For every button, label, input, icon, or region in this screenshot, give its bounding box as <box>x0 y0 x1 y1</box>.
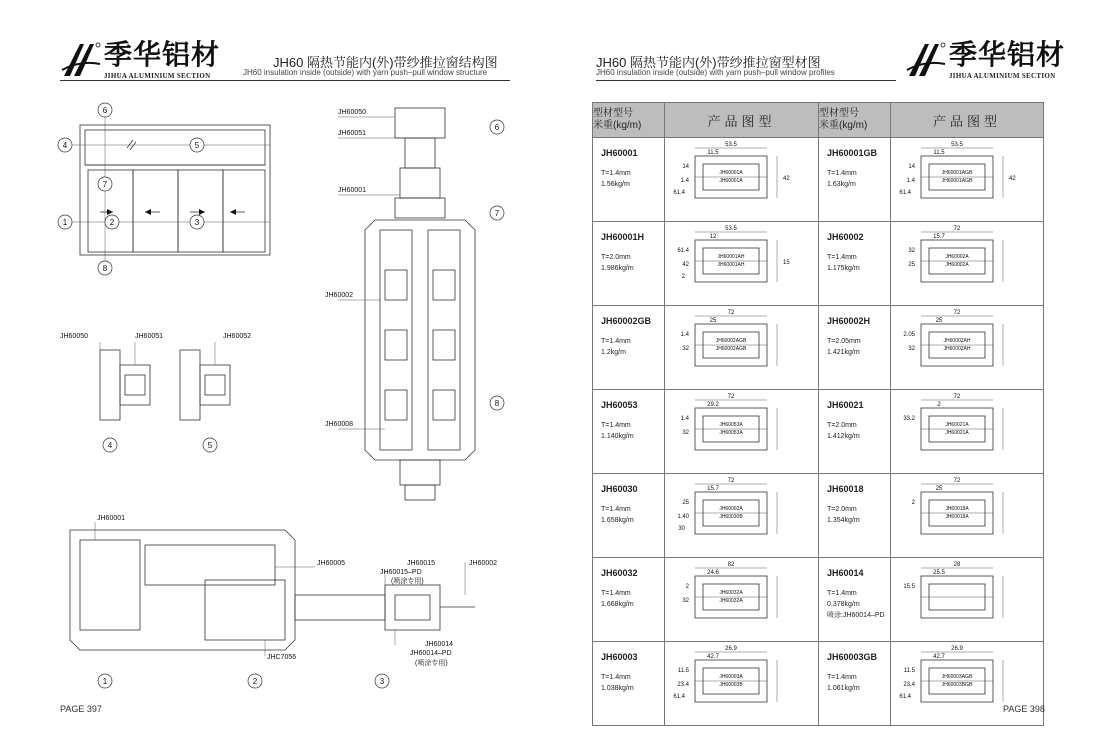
profile-info-cell <box>593 306 665 390</box>
profile-part-label: JH60030B <box>719 514 743 520</box>
profile-part-label: JH60053A <box>719 430 743 436</box>
profile-code: JH60014 <box>827 568 864 578</box>
profile-drawing <box>891 306 1043 384</box>
profile-dimension: 32 <box>682 430 689 436</box>
profile-dimension: 1.4 <box>680 416 689 422</box>
profile-dimension: 15.5 <box>903 584 915 590</box>
profile-code: JH60030 <box>601 484 638 494</box>
profile-drawing-cell <box>665 306 819 390</box>
profile-spec: T=1.4mm <box>601 338 631 345</box>
profile-spec: T=1.4mm <box>601 170 631 177</box>
profile-dimension: 72 <box>727 394 735 400</box>
msec-marker-5: 5 <box>207 441 213 450</box>
profile-drawing-cell <box>891 474 1044 558</box>
hsec-label-jh60015: JH60015 <box>407 560 436 567</box>
profile-dimension: 72 <box>727 478 735 484</box>
profile-spec: 1.175kg/m <box>827 265 860 272</box>
profile-code: JH60003 <box>601 652 638 662</box>
elev-marker-1: 1 <box>62 218 68 227</box>
profile-code: JH60001GB <box>827 148 878 158</box>
profile-dimension: 29.2 <box>707 402 719 408</box>
profile-dimension: 72 <box>953 478 961 484</box>
profile-dimension: 25 <box>682 500 689 506</box>
profile-part-label: JH60018A <box>945 506 969 512</box>
profile-dimension: 14 <box>682 164 689 170</box>
brand-subtitle: JIHUA ALUMINIUM SECTION <box>949 72 1056 80</box>
profile-dimension: 15 <box>783 260 790 266</box>
profile-code: JH60032 <box>601 568 638 578</box>
profile-info-cell <box>819 642 891 726</box>
hsec-label-jh60001: JH60001 <box>97 515 126 522</box>
brand-mark-icon <box>905 40 947 80</box>
profile-spec: 1.986kg/m <box>601 265 634 272</box>
profile-code: JH60001 <box>601 148 638 158</box>
brand-mark-icon <box>60 40 102 80</box>
profile-info-cell <box>819 474 891 558</box>
profile-drawing-cell <box>891 390 1044 474</box>
profile-part-label: JH60032A <box>719 590 743 596</box>
profile-dimension: 15.7 <box>707 486 719 492</box>
profile-spec: T=1.4mm <box>601 674 631 681</box>
profile-part-label: JH60003AGB <box>941 674 973 680</box>
profile-drawing <box>665 474 817 552</box>
profile-drawing <box>665 306 817 384</box>
hsec-label-jh60014: JH60014 <box>425 641 454 648</box>
profile-spec: T=2.0mm <box>827 422 857 429</box>
profile-table-header <box>593 103 1044 138</box>
profile-dimension: 42.7 <box>933 654 945 660</box>
profile-part-label: JH60002A <box>719 506 743 512</box>
profile-dimension: 42 <box>783 176 790 182</box>
vsec-label-jh60008: JH60008 <box>325 421 354 428</box>
profile-drawing <box>891 390 1043 468</box>
profile-info-cell <box>819 558 891 642</box>
profile-dimension: 53.5 <box>725 226 737 232</box>
hsec-label-jh60015-pd: JH60015–PD <box>380 569 422 576</box>
right-header-rule <box>596 80 896 81</box>
profile-drawing-cell <box>665 222 819 306</box>
profile-drawing-cell <box>665 390 819 474</box>
profile-part-label: JH60003A <box>719 674 743 680</box>
header-product-drawing: 产品图型 <box>891 103 1044 138</box>
profile-dimension: 42 <box>682 262 689 268</box>
profile-drawing <box>665 558 817 636</box>
msec-label-jh60050: JH60050 <box>60 333 89 340</box>
brand-name: 季华铝材 <box>949 38 1066 71</box>
profile-spec: T=1.4mm <box>827 170 857 177</box>
vsec-label-jh60051: JH60051 <box>338 130 367 137</box>
profile-dimension: 28 <box>953 562 961 568</box>
profile-dimension: 72 <box>953 394 961 400</box>
profile-dimension: 42.7 <box>707 654 719 660</box>
profile-row <box>593 138 1044 222</box>
profile-dimension: 11.5 <box>933 150 945 156</box>
profile-spec: 1.668kg/m <box>601 601 634 608</box>
header-product-drawing: 产品图型 <box>665 103 819 138</box>
hsec-marker-3: 3 <box>379 677 385 686</box>
profile-dimension: 72 <box>727 310 735 316</box>
hsec-label-spray-only-2: (喷涂专用) <box>415 660 448 667</box>
profile-code: JH60003GB <box>827 652 878 662</box>
profile-part-label: JH60002AGB <box>715 346 747 352</box>
vsec-marker-8: 8 <box>494 399 500 408</box>
elev-marker-4: 4 <box>62 141 68 150</box>
profile-info-cell <box>593 390 665 474</box>
profile-spec: 喷涂:JH60014–PD <box>827 612 885 619</box>
profile-info-cell <box>593 474 665 558</box>
profile-spec: T=1.4mm <box>601 590 631 597</box>
profile-drawing <box>665 642 817 720</box>
profile-drawing-cell <box>891 558 1044 642</box>
profile-spec: 1.140kg/m <box>601 433 634 440</box>
profile-spec: T=1.4mm <box>827 254 857 261</box>
hsec-label-spray-only-1: (喷涂专用) <box>391 578 424 585</box>
structure-drawing <box>55 100 525 710</box>
profile-dimension: 24.6 <box>707 570 719 576</box>
profile-dimension: 72 <box>953 310 961 316</box>
profile-dimension: 12 <box>709 234 717 240</box>
profile-drawing <box>891 222 1043 300</box>
profile-dimension: 42 <box>1009 176 1016 182</box>
profile-code: JH60021 <box>827 400 864 410</box>
profile-dimension: 23.4 <box>677 682 689 688</box>
hsec-label-jh60002: JH60002 <box>469 560 498 567</box>
profile-part-label: JH60021A <box>945 422 969 428</box>
left-title-en: JH60 insulation inside (outside) with yarn push–pull window structure <box>243 68 488 77</box>
profile-dimension: 32 <box>682 598 689 604</box>
profile-spec: 1.56kg/m <box>601 181 630 188</box>
profile-drawing-cell <box>891 138 1044 222</box>
profile-part-label: JH60002AH <box>943 338 971 344</box>
profile-dimension: 26.9 <box>951 646 963 652</box>
profile-dimension: 2.05 <box>903 332 915 338</box>
vsec-marker-7: 7 <box>494 209 500 218</box>
profile-drawing <box>891 558 1043 636</box>
profile-dimension: 1.40 <box>677 514 689 520</box>
profile-dimension: 82 <box>727 562 735 568</box>
brand-name: 季华铝材 <box>104 38 221 71</box>
profile-dimension: 2 <box>911 500 915 506</box>
msec-label-jh60051: JH60051 <box>135 333 164 340</box>
profile-part-label: JH60001AGB <box>941 178 973 184</box>
profile-part-label: JH60001A <box>719 170 743 176</box>
profile-dimension: 61.4 <box>677 248 689 254</box>
header-code-weight: 型材型号 米重(kg/m) <box>593 103 665 138</box>
profile-dimension: 11.5 <box>677 668 689 674</box>
profile-dimension: 61.4 <box>673 694 685 700</box>
profile-part-label: JH60001AH <box>717 254 745 260</box>
profile-dimension: 2 <box>685 584 689 590</box>
profile-dimension: 25 <box>709 318 717 324</box>
profile-part-label: JH60003B <box>719 682 743 688</box>
profile-code: JH60018 <box>827 484 864 494</box>
left-header-rule <box>60 80 510 81</box>
profile-part-label: JH60001A <box>719 178 743 184</box>
profile-dimension: 11.5 <box>903 668 915 674</box>
elev-marker-3: 3 <box>194 218 200 227</box>
profile-spec: 0.378kg/m <box>827 601 860 608</box>
profile-drawing-cell <box>891 222 1044 306</box>
profile-row <box>593 222 1044 306</box>
profile-info-cell <box>819 390 891 474</box>
profile-info-cell <box>593 222 665 306</box>
elev-marker-7: 7 <box>102 180 108 189</box>
hsec-marker-1: 1 <box>102 677 108 686</box>
profile-info-cell <box>593 138 665 222</box>
profile-spec: T=2.05mm <box>827 338 861 345</box>
profile-code: JH60002H <box>827 316 871 326</box>
brand-logo-right <box>905 40 1065 80</box>
hsec-label-jh60014-pd: JH60014–PD <box>410 650 452 657</box>
profile-part-label: JH60032A <box>719 598 743 604</box>
profile-part-label: JH60001AH <box>717 262 745 268</box>
profile-spec: 1.354kg/m <box>827 517 860 524</box>
profile-drawing <box>665 222 817 300</box>
vsec-marker-6: 6 <box>494 123 500 132</box>
profile-info-cell <box>819 222 891 306</box>
right-title-cn: JH60 隔热节能内(外)带纱推拉窗型材图 <box>596 55 821 70</box>
right-page-number: PAGE 398 <box>1003 704 1045 714</box>
msec-marker-4: 4 <box>107 441 113 450</box>
profile-dimension: 25 <box>908 262 915 268</box>
profile-row <box>593 390 1044 474</box>
profile-part-label: JH60002A <box>945 262 969 268</box>
profile-dimension: 2 <box>937 402 941 408</box>
profile-spec: 1.658kg/m <box>601 517 634 524</box>
profile-dimension: 25.5 <box>933 570 945 576</box>
profile-spec: 1.2kg/m <box>601 349 626 356</box>
profile-drawing <box>665 138 817 216</box>
profile-info-cell <box>593 642 665 726</box>
elev-marker-5: 5 <box>194 141 200 150</box>
profile-part-label: JH60002AGB <box>715 338 747 344</box>
profile-code: JH60053 <box>601 400 638 410</box>
profile-drawing-cell <box>665 642 819 726</box>
profile-dimension: 61.4 <box>899 694 911 700</box>
profile-dimension: 61.4 <box>673 190 685 196</box>
profile-dimension: 32 <box>682 346 689 352</box>
profile-code: JH60002 <box>827 232 864 242</box>
hsec-label-jhc7056: JHC7056 <box>267 654 297 661</box>
profile-dimension: 23.4 <box>903 682 915 688</box>
profile-spec: T=2.0mm <box>601 254 631 261</box>
profile-dimension: 53.5 <box>725 142 737 148</box>
profile-spec: T=1.4mm <box>827 590 857 597</box>
vsec-label-jh60050: JH60050 <box>338 109 367 116</box>
profile-spec: 1.63kg/m <box>827 181 856 188</box>
profile-code: JH60002GB <box>601 316 652 326</box>
profile-drawing <box>665 390 817 468</box>
profile-spec: 1.412kg/m <box>827 433 860 440</box>
profile-part-label: JH60002A <box>945 254 969 260</box>
profile-spec: 1.061kg/m <box>827 685 860 692</box>
profile-dimension: 11.5 <box>707 150 719 156</box>
profile-part-label: JH60002AH <box>943 346 971 352</box>
brand-subtitle: JIHUA ALUMINIUM SECTION <box>104 72 211 80</box>
elev-marker-8: 8 <box>102 264 108 273</box>
hsec-label-jh60005: JH60005 <box>317 560 346 567</box>
profile-spec: 1.421kg/m <box>827 349 860 356</box>
profile-drawing <box>891 474 1043 552</box>
profile-dimension: 32 <box>908 346 915 352</box>
profile-dimension: 14 <box>908 164 915 170</box>
profile-dimension: 1.4 <box>680 332 689 338</box>
profile-row <box>593 474 1044 558</box>
profile-drawing-cell <box>891 306 1044 390</box>
brand-logo-left <box>60 40 220 80</box>
profile-info-cell <box>819 306 891 390</box>
profile-code: JH60001H <box>601 232 645 242</box>
profile-dimension: 1.4 <box>906 178 915 184</box>
profile-dimension: 32 <box>908 248 915 254</box>
profile-dimension: 1.4 <box>680 178 689 184</box>
profile-dimension: 30 <box>678 526 685 532</box>
profile-dimension: 33.2 <box>903 416 915 422</box>
profile-part-label: JH60021A <box>945 430 969 436</box>
elev-marker-2: 2 <box>109 218 115 227</box>
msec-label-jh60052: JH60052 <box>223 333 252 340</box>
profile-dimension: 26.9 <box>725 646 737 652</box>
profile-info-cell <box>593 558 665 642</box>
profile-dimension: 72 <box>953 226 961 232</box>
profile-part-label: JH60053A <box>719 422 743 428</box>
left-page-number: PAGE 397 <box>60 704 102 714</box>
profile-dimension: 53.5 <box>951 142 963 148</box>
profile-row <box>593 306 1044 390</box>
header-code-weight: 型材型号 米重(kg/m) <box>819 103 891 138</box>
profile-dimension: 2 <box>681 274 685 280</box>
left-title-cn: JH60 隔热节能内(外)带纱推拉窗结构图 <box>273 55 498 70</box>
profile-spec: T=2.0mm <box>827 506 857 513</box>
profile-dimension: 25 <box>935 318 943 324</box>
profile-part-label: JH60001AGB <box>941 170 973 176</box>
profile-drawing <box>891 138 1043 216</box>
vsec-label-jh60001: JH60001 <box>338 187 367 194</box>
profile-drawing-cell <box>665 474 819 558</box>
profile-part-label: JH60003BGB <box>941 682 973 688</box>
profile-row <box>593 558 1044 642</box>
profile-spec: T=1.4mm <box>601 506 631 513</box>
profile-spec: 1.038kg/m <box>601 685 634 692</box>
profile-drawing-cell <box>665 138 819 222</box>
profile-dimension: 61.4 <box>899 190 911 196</box>
profile-dimension: 25 <box>935 486 943 492</box>
profile-dimension: 15.7 <box>933 234 945 240</box>
hsec-marker-2: 2 <box>252 677 258 686</box>
right-title-en: JH60 insulation inside (outside) with yarn push–pull window profiles <box>596 68 835 77</box>
profile-row <box>593 642 1044 726</box>
vsec-label-jh60002: JH60002 <box>325 292 354 299</box>
profile-info-cell <box>819 138 891 222</box>
profile-spec: T=1.4mm <box>601 422 631 429</box>
elev-marker-6: 6 <box>102 106 108 115</box>
profile-spec: T=1.4mm <box>827 674 857 681</box>
profile-drawing-cell <box>665 558 819 642</box>
profile-table <box>592 102 1044 726</box>
profile-part-label: JH60018A <box>945 514 969 520</box>
